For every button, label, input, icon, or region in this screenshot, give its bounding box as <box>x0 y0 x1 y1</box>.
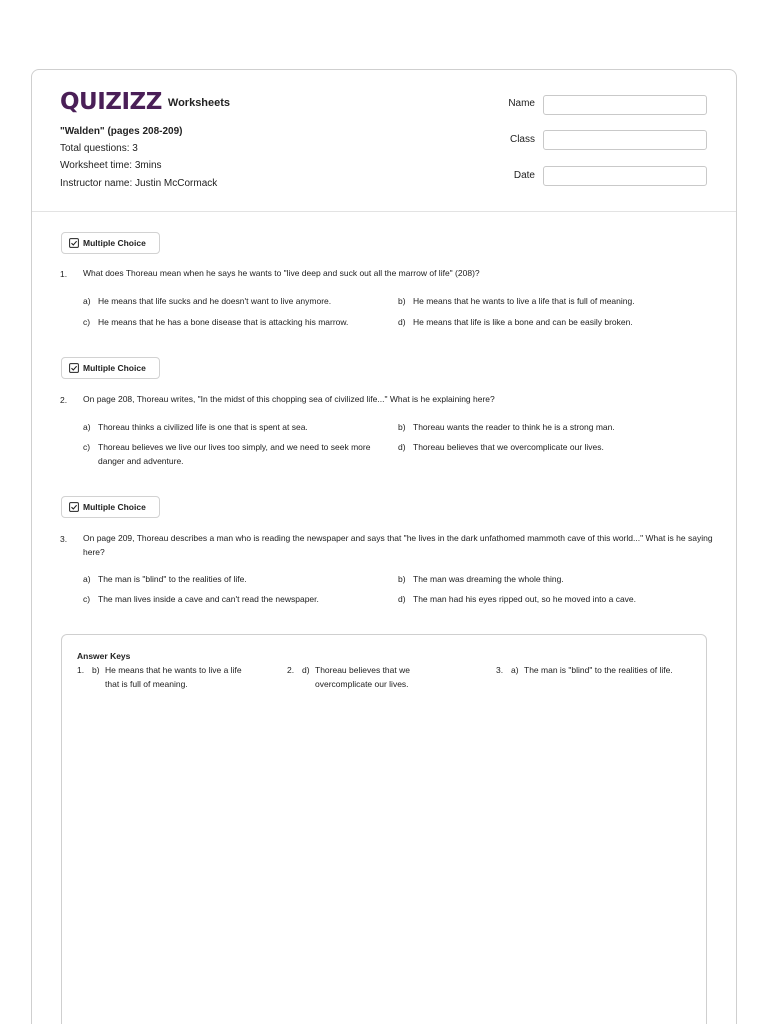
option-letter: b) <box>398 574 406 584</box>
answer-key-item <box>77 663 258 691</box>
instructor-name: Instructor name: Justin McCormack <box>60 178 218 189</box>
answer-keys-title: Answer Keys <box>77 651 131 661</box>
option-d <box>398 592 693 606</box>
option-letter: a) <box>83 296 91 306</box>
question-number: 3. <box>60 534 68 544</box>
worksheet-time: Worksheet time: 3mins <box>60 160 162 171</box>
header-divider <box>32 211 736 212</box>
date-label: Date <box>513 170 535 181</box>
option-letter: c) <box>83 594 91 604</box>
class-field[interactable] <box>543 130 707 150</box>
option-text: He means that life is like a bone and can be easily broken. <box>413 317 633 327</box>
question-type-label: Multiple Choice <box>83 502 146 512</box>
option-text: The man was dreaming the whole thing. <box>413 574 564 584</box>
checkbox-icon <box>69 238 79 248</box>
option-text: The man had his eyes ripped out, so he moved into a cave. <box>413 594 637 604</box>
option-text: The man is "blind" to the realities of life. <box>98 574 247 584</box>
option-b <box>398 420 693 434</box>
question-type-badge <box>61 496 160 518</box>
question-text: On page 209, Thoreau describes a man who is reading the newspaper and says that "he lives in the dark unfathomed mammoth cave of this world..." What is he saying here? <box>83 533 713 557</box>
answer-key-item <box>287 663 435 691</box>
option-b <box>398 572 693 586</box>
question-type-label: Multiple Choice <box>83 363 146 373</box>
quizizz-logo <box>60 90 230 114</box>
checkbox-icon <box>69 502 79 512</box>
option-c <box>83 440 378 468</box>
answer-letter: b) <box>92 665 100 675</box>
question-type-label: Multiple Choice <box>83 238 146 248</box>
option-d <box>398 440 693 454</box>
answer-letter: d) <box>302 665 310 675</box>
answer-number: 2. <box>287 665 295 675</box>
option-letter: a) <box>83 574 91 584</box>
answer-text: Thoreau believes that we overcomplicate our lives. <box>315 665 410 689</box>
class-label: Class <box>509 134 535 145</box>
option-text: He means that he has a bone disease that is attacking his marrow. <box>98 317 349 327</box>
question-text: On page 208, Thoreau writes, "In the midst of this chopping sea of civilized life..." What is he explaining here? <box>83 394 495 404</box>
total-questions: Total questions: 3 <box>60 143 138 154</box>
logo-wordmark: QUIZIZZ <box>60 89 162 115</box>
answer-keys-panel <box>61 634 707 1024</box>
option-text: Thoreau believes we live our lives too simply, and we need to seek more danger and adventure. <box>98 442 371 466</box>
question-number: 1. <box>60 269 68 279</box>
option-b <box>398 294 693 308</box>
worksheet-title: "Walden" (pages 208-209) <box>60 126 183 137</box>
option-text: Thoreau thinks a civilized life is one that is spent at sea. <box>98 422 308 432</box>
option-letter: b) <box>398 296 406 306</box>
option-text: He means that he wants to live a life that is full of meaning. <box>413 296 635 306</box>
option-a <box>83 572 378 586</box>
option-text: Thoreau wants the reader to think he is a strong man. <box>413 422 615 432</box>
option-text: The man lives inside a cave and can't read the newspaper. <box>98 594 319 604</box>
question-type-badge <box>61 232 160 254</box>
option-letter: a) <box>83 422 91 432</box>
name-label: Name <box>508 98 535 109</box>
option-letter: d) <box>398 442 406 452</box>
option-a <box>83 294 378 308</box>
answer-key-item <box>496 663 714 677</box>
option-letter: d) <box>398 594 406 604</box>
option-a <box>83 420 378 434</box>
answer-letter: a) <box>511 665 519 675</box>
option-text: Thoreau believes that we overcomplicate our lives. <box>413 442 604 452</box>
option-letter: b) <box>398 422 406 432</box>
answer-text: The man is "blind" to the realities of life. <box>524 665 673 675</box>
name-field[interactable] <box>543 95 707 115</box>
answer-number: 3. <box>496 665 504 675</box>
option-c <box>83 315 378 329</box>
option-letter: c) <box>83 442 91 452</box>
question-number: 2. <box>60 395 68 405</box>
answer-number: 1. <box>77 665 85 675</box>
question-text: What does Thoreau mean when he says he wants to "live deep and suck out all the marrow of life" (208)? <box>83 268 480 278</box>
worksheet-page <box>31 69 737 1024</box>
checkbox-icon <box>69 363 79 373</box>
date-field[interactable] <box>543 166 707 186</box>
option-text: He means that life sucks and he doesn't want to live anymore. <box>98 296 332 306</box>
question-type-badge <box>61 357 160 379</box>
answer-text: He means that he wants to live a life that is full of meaning. <box>105 665 242 689</box>
logo-tagline: Worksheets <box>167 97 231 109</box>
option-c <box>83 592 378 606</box>
option-d <box>398 315 693 329</box>
option-letter: c) <box>83 317 91 327</box>
option-letter: d) <box>398 317 406 327</box>
